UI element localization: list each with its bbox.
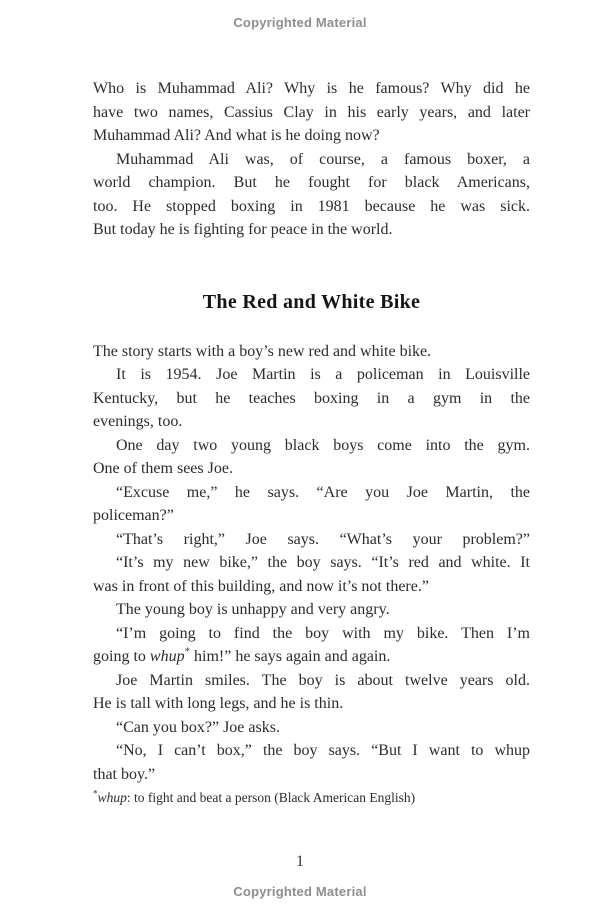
text-line xyxy=(93,387,530,411)
text-segment: : to fight and beat a person (Black American English) xyxy=(126,790,416,805)
text-line xyxy=(93,481,530,505)
paragraph xyxy=(93,622,530,669)
text-line xyxy=(93,148,530,172)
italic-term: whup xyxy=(97,790,127,805)
text-segment: The young boy is unhappy and very angry. xyxy=(116,601,390,618)
text-line xyxy=(93,716,530,740)
text-line xyxy=(93,124,530,148)
text-line xyxy=(93,739,530,763)
text-line xyxy=(93,101,530,125)
text-segment: was in front of this building, and now it’s not there.” xyxy=(93,577,429,595)
text-segment: He is tall with long legs, and he is thin. xyxy=(93,695,344,712)
text-segment: policeman?” xyxy=(93,507,174,524)
chapter-heading: The Red and White Bike xyxy=(202,290,421,313)
text-segment: But today he is fighting for peace in the world. xyxy=(93,221,393,238)
text-segment: “I’m going to find the boy with my bike. Then I’m xyxy=(116,624,530,642)
text-segment: too. He stopped boxing in 1981 because he was sick. xyxy=(93,197,530,215)
text-line xyxy=(93,575,530,599)
paragraph xyxy=(93,551,530,598)
paragraph xyxy=(93,716,530,740)
paragraph xyxy=(93,434,530,481)
paragraph xyxy=(93,148,530,242)
text-line xyxy=(93,195,530,219)
paragraph xyxy=(93,739,530,786)
paragraph xyxy=(93,77,530,148)
story-section xyxy=(93,340,530,787)
text-line xyxy=(93,504,530,528)
text-segment: “It’s my new bike,” the boy says. “It’s red and white. It xyxy=(116,554,530,571)
text-segment: evenings, too. xyxy=(93,413,183,430)
paragraph xyxy=(93,340,530,364)
text-line xyxy=(93,551,530,575)
text-segment: going to xyxy=(93,648,150,665)
text-segment: have two names, Cassius Clay in his early years, and later xyxy=(93,103,530,121)
copyright-notice-bottom: Copyrighted Material xyxy=(233,884,367,899)
text-line xyxy=(93,528,530,552)
text-segment: Kentucky, but he teaches boxing in a gym in the xyxy=(93,389,530,407)
paragraph xyxy=(93,363,530,434)
italic-term: whup xyxy=(149,648,185,665)
text-line xyxy=(93,457,530,481)
text-line xyxy=(93,363,530,387)
text-line xyxy=(93,645,530,669)
intro-section xyxy=(93,77,530,242)
paragraph xyxy=(93,528,530,552)
paragraph xyxy=(93,669,530,716)
text-line xyxy=(93,410,530,434)
paragraph xyxy=(93,598,530,622)
text-line xyxy=(93,340,530,364)
text-line xyxy=(93,434,530,458)
text-segment: Muhammad Ali was, of course, a famous boxer, a xyxy=(116,150,530,168)
text-line xyxy=(93,77,530,101)
footnote-marker: * xyxy=(184,645,190,658)
paragraph xyxy=(93,481,530,528)
copyright-notice-top: Copyrighted Material xyxy=(233,15,367,30)
text-segment: It is 1954. Joe Martin is a policeman in Louisville xyxy=(116,366,530,383)
text-segment: him!” he says again and again. xyxy=(190,648,391,665)
text-line xyxy=(93,669,530,693)
text-line xyxy=(93,692,530,716)
text-segment: that boy.” xyxy=(93,765,156,783)
text-segment: One day two young black boys come into the gym. xyxy=(116,436,530,454)
footnote-marker: * xyxy=(93,788,98,799)
text-segment: The story starts with a boy’s new red and white bike. xyxy=(93,342,432,360)
text-line xyxy=(93,763,530,787)
text-segment: One of them sees Joe. xyxy=(93,460,233,477)
footnote xyxy=(93,789,530,806)
text-line xyxy=(93,598,530,622)
text-line xyxy=(93,218,530,242)
text-segment: “No, I can’t box,” the boy says. “But I want to whup xyxy=(116,742,530,759)
text-line xyxy=(93,171,530,195)
page-content xyxy=(93,77,530,806)
text-segment: Joe Martin smiles. The boy is about twelve years old. xyxy=(116,671,530,689)
text-segment: world champion. But he fought for black Americans, xyxy=(93,174,530,191)
text-segment: “Excuse me,” he says. “Are you Joe Martin, the xyxy=(116,483,530,501)
page-number: 1 xyxy=(296,853,304,870)
text-segment: Muhammad Ali? And what is he doing now? xyxy=(93,127,380,144)
text-segment: Who is Muhammad Ali? Why is he famous? Why did he xyxy=(93,80,530,97)
text-segment: “That’s right,” Joe says. “What’s your problem?” xyxy=(116,530,530,548)
text-segment: “Can you box?” Joe asks. xyxy=(116,718,280,736)
text-line xyxy=(93,622,530,646)
